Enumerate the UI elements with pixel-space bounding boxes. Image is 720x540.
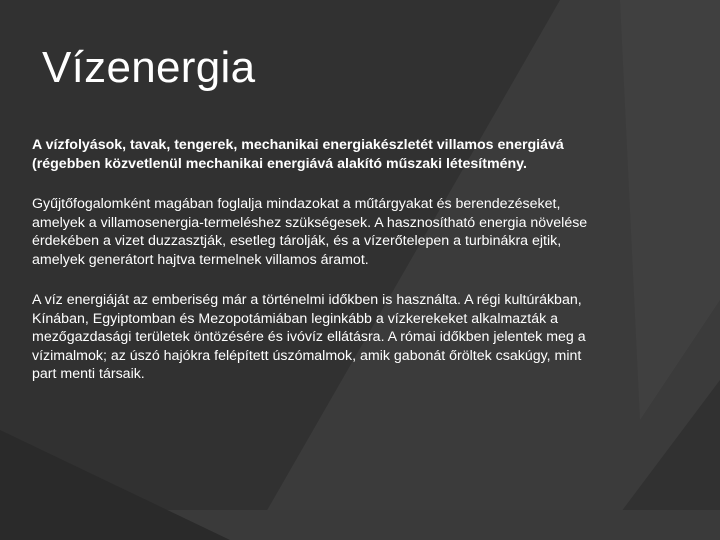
slide-title: Vízenergia: [42, 43, 256, 92]
paragraph-definition: A vízfolyások, tavak, tengerek, mechanikai energiakészletét villamos energiává (régebben közvetlenül mechanikai energiává alakító műszaki létesítmény.: [32, 137, 564, 172]
decor-shape-left: [0, 430, 230, 540]
paragraph-concept: Gyűjtőfogalomként magában foglalja mindazokat a műtárgyakat és berendezéseket, amelyek a villamosenergia-termeléshez szükségesek. A hasznosítható energia növelése érdekében a vizet duzzasztják, esetleg tárolják, és a vízerőtelepen a turbinákra ejtik, amelyek generátort hajtva termelnek villamos áramot.: [32, 196, 588, 268]
slide-body: [32, 136, 608, 406]
paragraph-history: A víz energiáját az emberiség már a történelmi időkben is használta. A régi kultúrákban, Kínában, Egyiptomban és Mezopotámiában leginkább a vízkerekeket alkalmazták a mezőgazdasági területek öntözésére és ivóvíz ellátásra. A római időkben jelentek meg a vízimalmok; az úszó hajókra felépített úszómalmok, amik gabonát őröltek csakúgy, mint part menti társaik.: [32, 292, 586, 382]
